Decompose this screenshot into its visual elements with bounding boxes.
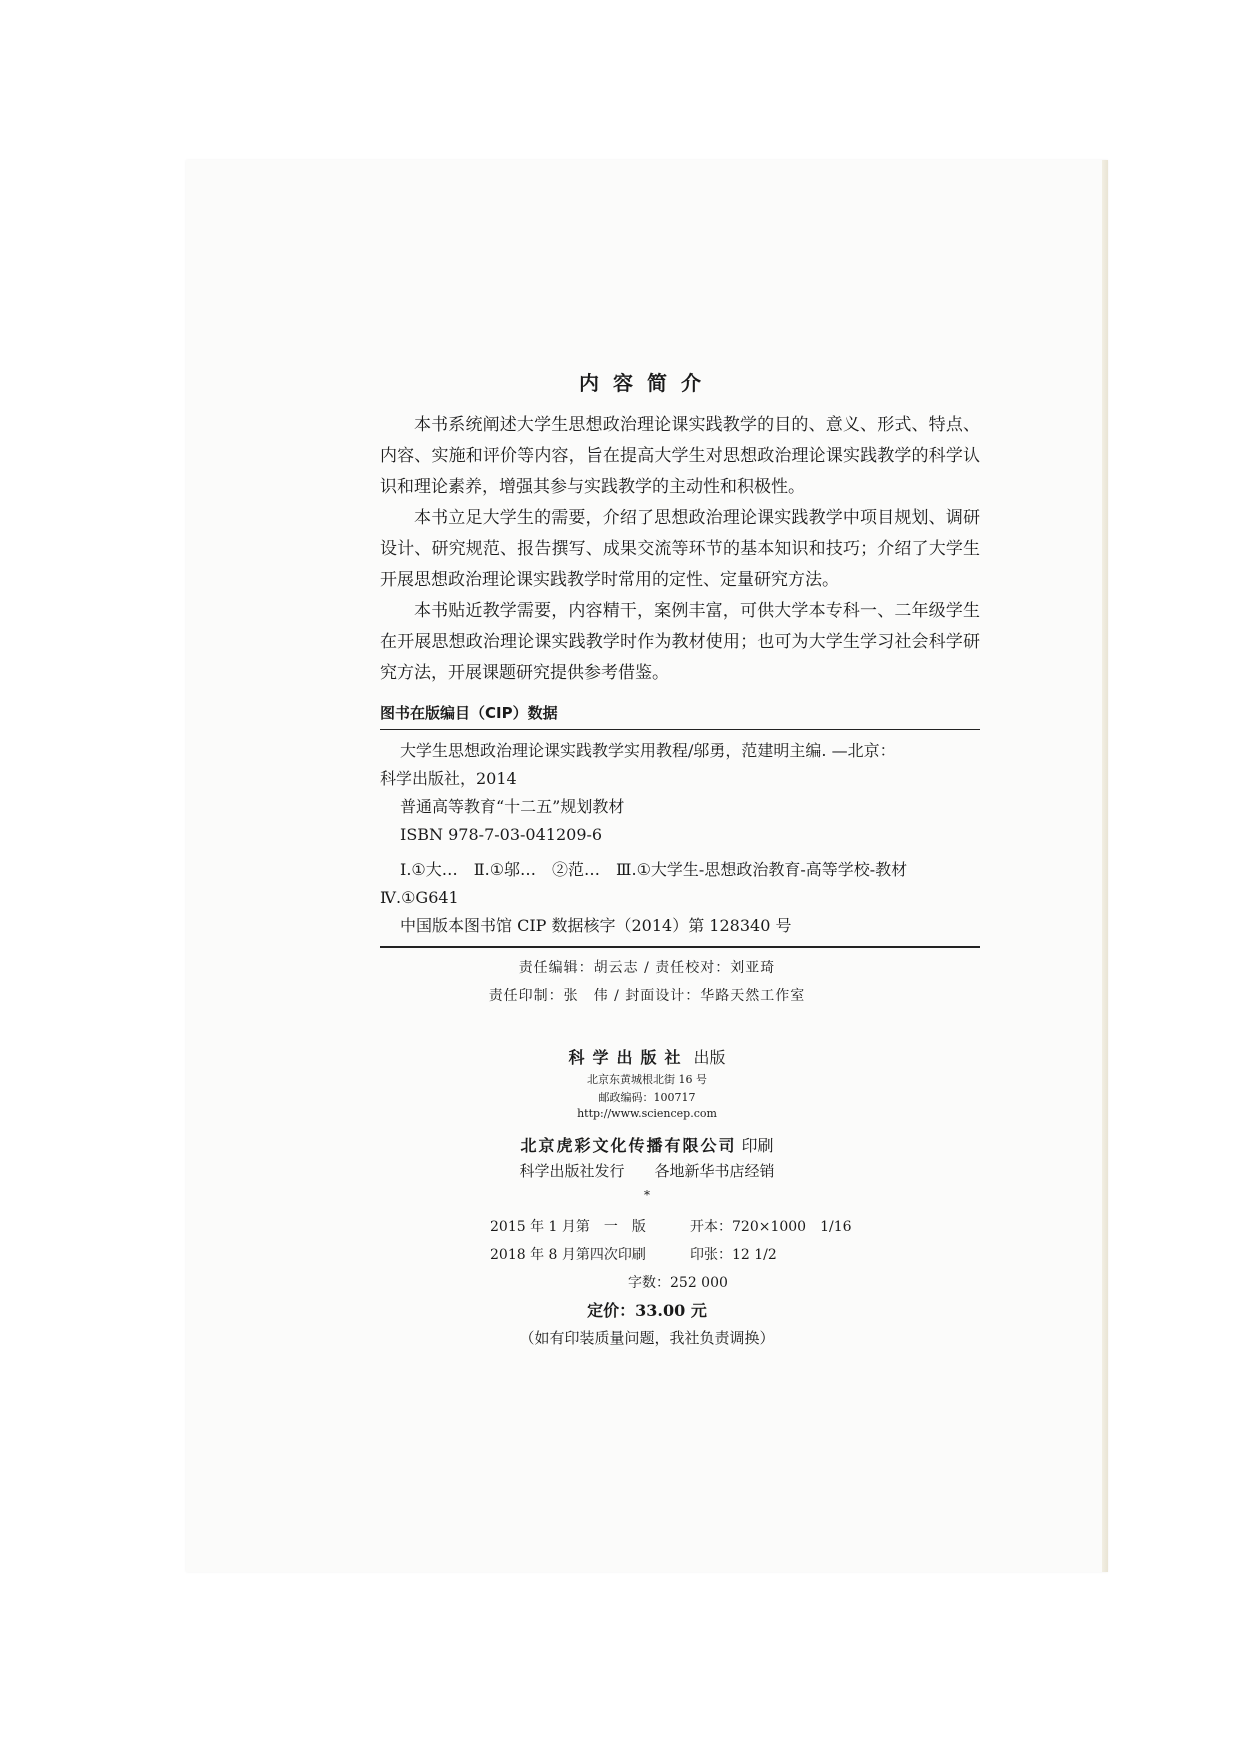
publisher-address: 北京东黄城根北街 16 号 bbox=[587, 1073, 707, 1086]
publisher-line bbox=[186, 1045, 1108, 1068]
summary-paragraph-3: 本书贴近教学需要，内容精干，案例丰富，可供大学本专科一、二年级学生在开展思想政治理论课实践教学时作为教材使用；也可为大学生学习社会科学研究方法，开展课题研究提供参考借鉴。 bbox=[380, 601, 980, 683]
cip-classification: Ⅰ.①大… Ⅱ.①邬… ②范… Ⅲ.①大学生-思想政治教育-高等学校-教材 Ⅳ.①G641 bbox=[380, 860, 924, 907]
word-count: 字数：252 000 bbox=[628, 1275, 728, 1291]
distribution-line: 科学出版社发行 各地新华书店经销 bbox=[519, 1162, 775, 1180]
summary-paragraph-1: 本书系统阐述大学生思想政治理论课实践教学的目的、意义、形式、特点、内容、实施和评价等内容，旨在提高大学生对思想政治理论课实践教学的科学认识和理论素养，增强其参与实践教学的主动性和积极性。 bbox=[380, 415, 980, 497]
publisher-postcode: 邮政编码：100717 bbox=[598, 1091, 696, 1104]
cip-bottom-rule bbox=[380, 946, 980, 948]
cip-top-rule bbox=[380, 729, 980, 730]
sheets-info: 印张：12 1/2 bbox=[690, 1247, 777, 1263]
cip-series: 普通高等教育“十二五”规划教材 bbox=[400, 797, 625, 816]
publisher-name: 科学出版社 bbox=[568, 1048, 689, 1067]
publisher-action: 出版 bbox=[693, 1048, 726, 1067]
printer-name: 北京虎彩文化传播有限公司 bbox=[520, 1136, 737, 1155]
format-info: 开本：720×1000 1/16 bbox=[690, 1219, 852, 1235]
cip-title-line-cont: 科学出版社，2014 bbox=[380, 769, 517, 788]
printer-line bbox=[186, 1133, 1108, 1156]
quality-note: （如有印装质量问题，我社负责调换） bbox=[519, 1329, 775, 1347]
separator-star: * bbox=[644, 1188, 650, 1202]
cip-record: 中国版本图书馆 CIP 数据核字（2014）第 128340 号 bbox=[400, 916, 792, 935]
summary-title: 内容简介 bbox=[579, 371, 715, 395]
price: 定价：33.00 元 bbox=[587, 1301, 707, 1320]
credits-editors: 责任编辑：胡云志 / 责任校对：刘亚琦 bbox=[518, 960, 776, 976]
cip-heading: 图书在版编目（CIP）数据 bbox=[380, 704, 558, 722]
edition-info: 2015 年 1 月第 一 版 bbox=[490, 1219, 646, 1235]
cip-isbn: ISBN 978-7-03-041209-6 bbox=[400, 825, 603, 844]
credits-production: 责任印制：张 伟 / 封面设计：华路天然工作室 bbox=[488, 988, 806, 1004]
printing-info: 2018 年 8 月第四次印刷 bbox=[490, 1247, 646, 1263]
publisher-website: http://www.sciencep.com bbox=[577, 1107, 717, 1120]
printer-action: 印刷 bbox=[741, 1136, 774, 1155]
cip-title-line: 大学生思想政治理论课实践教学实用教程/邬勇，范建明主编. —北京： bbox=[400, 741, 896, 760]
summary-paragraph-2: 本书立足大学生的需要，介绍了思想政治理论课实践教学中项目规划、调研设计、研究规范、报告撰写、成果交流等环节的基本知识和技巧；介绍了大学生开展思想政治理论课实践教学时常用的定性、定量研究方法。 bbox=[380, 508, 980, 590]
